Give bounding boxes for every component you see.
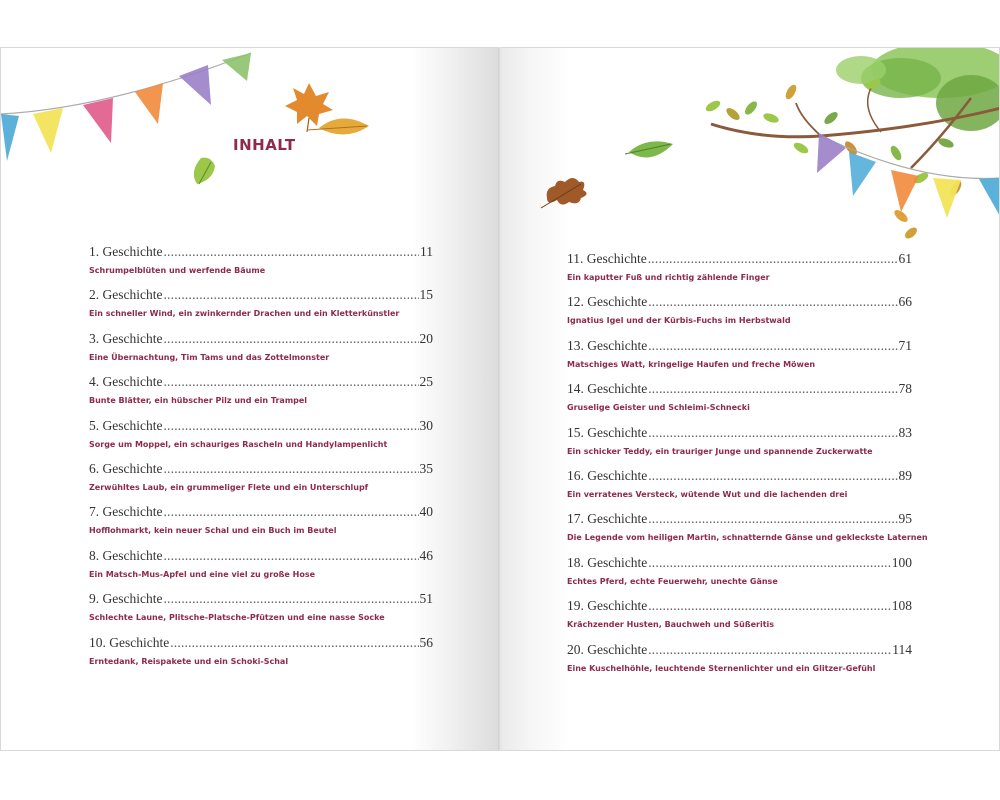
toc-entry xyxy=(567,598,912,629)
toc-entry-page-number: 51 xyxy=(419,591,433,607)
bunting-flag xyxy=(1,114,19,161)
toc-entry-page-number: 78 xyxy=(898,381,912,397)
toc-entry-row xyxy=(89,244,433,260)
toc-dot-leader xyxy=(170,635,418,651)
toc-entry-subtitle: Gruselige Geister und Schleimi-Schnecki xyxy=(567,403,750,413)
toc-entry-subtitle: Eine Übernachtung, Tim Tams und das Zottelmonster xyxy=(89,352,330,362)
toc-entry-subtitle: Krächzender Husten, Bauchweh und Süßeritis xyxy=(567,620,775,630)
toc-entry-page-number: 66 xyxy=(898,294,912,310)
bunting-flag xyxy=(33,108,63,153)
toc-dot-leader xyxy=(648,294,897,310)
toc-entry-title: 14. Geschichte xyxy=(567,381,648,397)
toc-entry-page-number: 11 xyxy=(420,244,433,259)
toc-dot-leader xyxy=(163,244,419,260)
toc-entry-title: 12. Geschichte xyxy=(567,294,648,310)
right-decoration xyxy=(501,48,1000,278)
bunting-flag xyxy=(979,178,1000,218)
toc-entry-title: 3. Geschichte xyxy=(89,330,163,346)
toc-entry xyxy=(567,338,912,369)
toc-entry-row xyxy=(567,511,912,527)
bunting-flag xyxy=(849,152,876,196)
toc-dot-leader xyxy=(163,461,418,477)
toc-entry-title: 9. Geschichte xyxy=(89,591,163,607)
toc-entry xyxy=(89,635,433,666)
toc-entry-page-number: 35 xyxy=(419,461,433,476)
toc-dot-leader xyxy=(163,504,418,520)
toc-entry-page-number: 100 xyxy=(891,554,912,570)
toc-entry-title: 8. Geschichte xyxy=(89,547,163,563)
toc-entry-subtitle: Zerwühltes Laub, ein grummeliger Flete und ein Unterschlupf xyxy=(89,483,369,492)
toc-entry-subtitle: Hofflohmarkt, kein neuer Schal und ein Buch im Beutel xyxy=(89,526,337,536)
toc-entry xyxy=(567,294,912,325)
toc-dot-leader xyxy=(648,251,898,267)
toc-entry-page-number: 71 xyxy=(898,337,912,353)
toc-entry-title: 18. Geschichte xyxy=(567,554,648,570)
toc-entry-row xyxy=(567,425,912,441)
toc-entry xyxy=(89,418,433,449)
toc-entry-subtitle: Echtes Pferd, echte Feuerwehr, unechte Gänse xyxy=(567,576,778,586)
leaf-icon xyxy=(625,141,673,157)
toc-entry-title: 2. Geschichte xyxy=(89,287,163,303)
toc-dot-leader xyxy=(163,331,418,347)
toc-entry-row xyxy=(567,598,912,614)
bunting-flags xyxy=(1,53,251,161)
toc-entry-subtitle: Ein schicker Teddy, ein trauriger Junge und spannende Zuckerwatte xyxy=(567,446,873,456)
toc-entry-page-number: 25 xyxy=(419,374,433,390)
toc-entry xyxy=(89,504,433,535)
page-title: INHALT xyxy=(233,136,296,154)
bunting-flag xyxy=(83,98,113,143)
toc-dot-leader xyxy=(648,338,897,354)
toc-entry-subtitle: Die Legende vom heiligen Martin, schnatternde Gänse und gekleckste Laternen xyxy=(567,533,928,543)
toc-entry-row xyxy=(89,418,433,434)
toc-entry-title: 7. Geschichte xyxy=(89,504,163,520)
toc-entry-title: 10. Geschichte xyxy=(89,634,170,650)
toc-entry-title: 11. Geschichte xyxy=(567,251,647,266)
toc-entry-page-number: 83 xyxy=(898,424,912,440)
toc-entry-page-number: 61 xyxy=(898,251,912,266)
toc-entry-title: 6. Geschichte xyxy=(89,461,163,476)
toc-dot-leader xyxy=(163,591,418,607)
toc-entry-title: 19. Geschichte xyxy=(567,598,648,614)
toc-entry xyxy=(567,425,912,456)
toc-entry-title: 13. Geschichte xyxy=(567,337,648,353)
toc-entry xyxy=(567,642,912,673)
bunting-flag xyxy=(135,83,163,124)
toc-entry-title: 15. Geschichte xyxy=(567,424,648,440)
toc-entry-row xyxy=(567,381,912,397)
toc-entry-row xyxy=(89,287,433,303)
toc-entry-subtitle: Erntedank, Reispakete und ein Schoki-Schal xyxy=(89,656,289,666)
toc-entry-row xyxy=(89,591,433,607)
toc-entry xyxy=(89,244,433,275)
bunting-flag xyxy=(933,178,961,218)
toc-entry-subtitle: Schlechte Laune, Plitsche-Platsche-Pfützen und eine nasse Socke xyxy=(89,613,385,623)
toc-entry-page-number: 46 xyxy=(419,547,433,563)
toc-entry-subtitle: Ein verratenes Versteck, wütende Wut und die lachenden drei xyxy=(567,490,848,499)
toc-entry-title: 1. Geschichte xyxy=(89,244,163,259)
toc-entry-subtitle: Ignatius Igel und der Kürbis-Fuchs im Herbstwald xyxy=(567,316,791,326)
toc-entry xyxy=(567,511,928,543)
tree-foliage xyxy=(836,48,1000,131)
toc-entry-title: 4. Geschichte xyxy=(89,374,163,390)
oak-leaf-icon xyxy=(541,178,587,208)
toc-dot-leader xyxy=(648,598,891,614)
toc-entry-row xyxy=(89,461,433,477)
toc-entry xyxy=(89,374,433,405)
bunting-flag xyxy=(817,133,846,173)
toc-entry-row xyxy=(567,642,912,658)
toc-entry-subtitle: Ein schneller Wind, ein zwinkernder Drachen und ein Kletterkünstler xyxy=(89,309,400,319)
toc-entry-page-number: 56 xyxy=(419,634,433,650)
toc-entry-title: 5. Geschichte xyxy=(89,417,163,433)
toc-entry-row xyxy=(567,468,912,484)
toc-entry xyxy=(89,287,433,318)
toc-entry-row xyxy=(567,555,912,571)
leaf-icon xyxy=(194,158,215,184)
toc-entry-page-number: 20 xyxy=(419,330,433,346)
bunting-flag xyxy=(179,65,211,105)
bunting-flag xyxy=(222,53,251,81)
toc-entry xyxy=(567,251,912,282)
toc-entry-title: 20. Geschichte xyxy=(567,641,648,657)
toc-dot-leader xyxy=(163,374,418,390)
toc-entry xyxy=(567,381,912,412)
toc-entry xyxy=(89,331,433,362)
toc-entry-row xyxy=(567,294,912,310)
toc-entry-title: 17. Geschichte xyxy=(567,511,648,527)
toc-dot-leader xyxy=(648,381,897,397)
toc-entry-page-number: 89 xyxy=(898,468,912,483)
toc-entry-row xyxy=(567,338,912,354)
toc-entry-row xyxy=(89,635,433,651)
toc-dot-leader xyxy=(163,418,418,434)
toc-entry-subtitle: Bunte Blätter, ein hübscher Pilz und ein Trampel xyxy=(89,396,308,406)
toc-entry-subtitle: Ein kaputter Fuß und richtig zählende Finger xyxy=(567,273,770,282)
toc-dot-leader xyxy=(648,642,891,658)
toc-dot-leader xyxy=(648,555,891,571)
toc-dot-leader xyxy=(648,425,897,441)
toc-entry xyxy=(89,591,433,622)
toc-entry-subtitle: Eine Kuschelhöhle, leuchtende Sternenlichter und ein Glitzer-Gefühl xyxy=(567,663,876,673)
toc-entry-subtitle: Matschiges Watt, kringelige Haufen und freche Möwen xyxy=(567,359,816,369)
branch-leaves xyxy=(704,78,963,241)
toc-entry-title: 16. Geschichte xyxy=(567,468,648,483)
book-gutter xyxy=(498,47,501,751)
toc-entry xyxy=(89,461,433,492)
toc-entry-subtitle: Schrumpelblüten und werfende Bäume xyxy=(89,266,266,275)
toc-dot-leader xyxy=(163,287,418,303)
bunting-flag xyxy=(891,170,919,212)
toc-entry-subtitle: Ein Matsch-Mus-Apfel und eine viel zu große Hose xyxy=(89,569,316,579)
toc-entry-subtitle: Sorge um Moppel, ein schauriges Rascheln und Handylampenlicht xyxy=(89,439,388,449)
toc-entry-page-number: 108 xyxy=(891,598,912,614)
toc-entry-page-number: 30 xyxy=(419,417,433,433)
toc-entry-row xyxy=(89,548,433,564)
toc-entry-row xyxy=(89,331,433,347)
toc-dot-leader xyxy=(648,511,897,527)
toc-entry xyxy=(567,468,912,499)
toc-entry-page-number: 15 xyxy=(419,287,433,303)
toc-dot-leader xyxy=(163,548,418,564)
toc-entry-page-number: 40 xyxy=(419,504,433,520)
toc-dot-leader xyxy=(648,468,897,484)
toc-entry xyxy=(89,548,433,579)
toc-entry-row xyxy=(89,504,433,520)
toc-entry-page-number: 95 xyxy=(898,511,912,527)
toc-entry-page-number: 114 xyxy=(892,641,912,657)
toc-entry-row xyxy=(567,251,912,267)
bunting-string xyxy=(1,53,251,114)
toc-entry xyxy=(567,555,912,586)
toc-entry-row xyxy=(89,374,433,390)
